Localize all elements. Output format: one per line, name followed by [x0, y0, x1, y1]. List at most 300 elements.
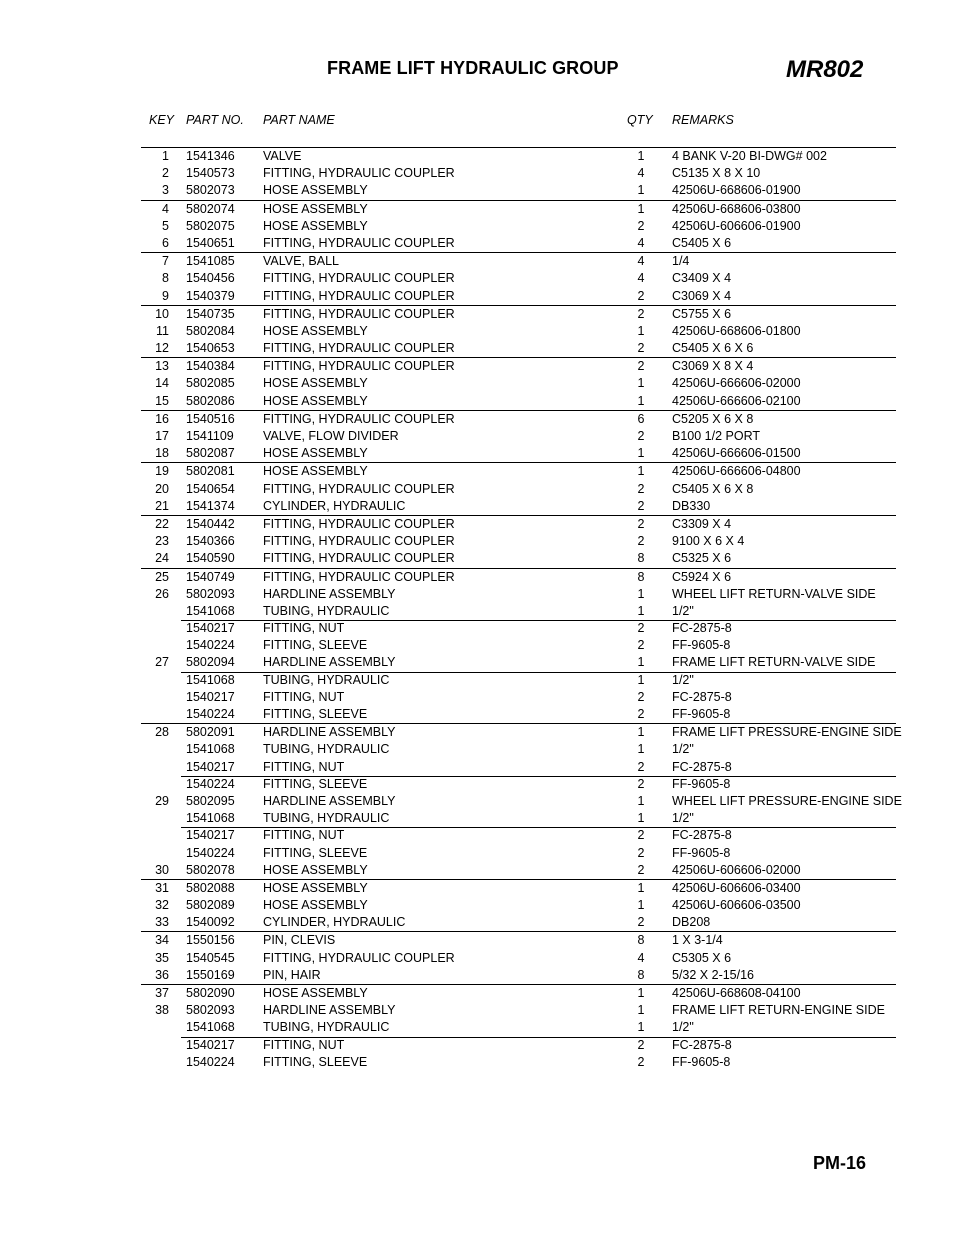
cell-key: 9: [162, 288, 169, 303]
table-row: [141, 603, 896, 620]
cell-remarks: FC-2875-8: [672, 1037, 732, 1052]
table-row: [141, 689, 896, 706]
table-row: [141, 340, 896, 357]
cell-qty: 4: [637, 254, 645, 269]
table-row: [141, 533, 896, 550]
cell-part-name: HOSE ASSEMBLY: [263, 201, 368, 216]
header-key: KEY: [149, 113, 175, 127]
cell-part-name: FITTING, SLEEVE: [263, 638, 368, 653]
cell-remarks: C5755 X 6: [672, 306, 732, 321]
cell-part-no: 1540217: [186, 689, 235, 704]
cell-part-no: 1540545: [186, 950, 235, 965]
cell-qty: 1: [637, 183, 645, 198]
cell-part-name: HOSE ASSEMBLY: [263, 446, 368, 461]
cell-part-name: PIN, HAIR: [263, 967, 321, 982]
model-number: MR802: [786, 56, 864, 83]
cell-part-name: HARDLINE ASSEMBLY: [263, 725, 396, 740]
cell-remarks: FC-2875-8: [672, 621, 732, 636]
cell-qty: 1: [637, 446, 645, 461]
cell-remarks: FC-2875-8: [672, 689, 732, 704]
cell-part-no: 5802087: [186, 446, 235, 461]
cell-part-name: FITTING, SLEEVE: [263, 707, 368, 721]
cell-qty: 1: [637, 793, 645, 808]
cell-part-name: HOSE ASSEMBLY: [263, 986, 368, 1000]
cell-qty: 4: [637, 950, 645, 965]
cell-remarks: DB330: [672, 498, 711, 513]
cell-remarks: C5305 X 6: [672, 950, 732, 965]
table-row: [141, 252, 896, 270]
cell-remarks: 42506U-668606-03800: [672, 201, 801, 216]
cell-qty: 1: [637, 393, 645, 408]
cell-part-no: 5802089: [186, 898, 235, 913]
cell-qty: 2: [637, 621, 645, 636]
cell-qty: 2: [637, 828, 645, 843]
cell-remarks: 4 BANK V-20 BI-DWG# 002: [672, 149, 827, 163]
cell-key: 3: [162, 183, 169, 198]
table-row: [141, 967, 896, 984]
cell-part-no: 5802085: [186, 376, 235, 391]
cell-qty: 2: [637, 1037, 645, 1052]
cell-qty: 2: [637, 481, 645, 496]
cell-part-name: FITTING, HYDRAULIC COUPLER: [263, 516, 455, 531]
cell-part-no: 1541068: [186, 742, 235, 757]
cell-part-no: 1540735: [186, 306, 235, 321]
cell-part-name: FITTING, SLEEVE: [263, 845, 368, 860]
table-row: [141, 357, 896, 375]
cell-remarks: 42506U-668608-04100: [672, 986, 801, 1000]
cell-part-name: FITTING, HYDRAULIC COUPLER: [263, 359, 455, 374]
cell-remarks: FRAME LIFT PRESSURE-ENGINE SIDE: [672, 725, 902, 740]
cell-part-no: 1540217: [186, 621, 235, 636]
cell-part-name: VALVE, FLOW DIVIDER: [263, 429, 399, 443]
cell-part-name: FITTING, NUT: [263, 689, 345, 704]
cell-part-name: FITTING, HYDRAULIC COUPLER: [263, 306, 455, 321]
table-row: [141, 375, 896, 392]
cell-key: 25: [155, 569, 169, 584]
cell-part-name: FITTING, HYDRAULIC COUPLER: [263, 551, 455, 566]
cell-key: 10: [155, 306, 169, 321]
cell-part-name: HOSE ASSEMBLY: [263, 393, 368, 408]
cell-part-name: FITTING, SLEEVE: [263, 776, 368, 791]
cell-part-no: 5802093: [186, 1003, 235, 1018]
cell-qty: 2: [637, 218, 645, 233]
cell-part-name: TUBING, HYDRAULIC: [263, 603, 390, 618]
cell-key: 2: [162, 166, 169, 181]
cell-qty: 2: [637, 845, 645, 860]
header-qty: QTY: [627, 113, 653, 127]
cell-part-name: HARDLINE ASSEMBLY: [263, 1003, 396, 1018]
table-row: [141, 182, 896, 199]
cell-part-no: 1541374: [186, 498, 235, 513]
cell-remarks: FRAME LIFT RETURN-VALVE SIDE: [672, 655, 876, 670]
table-row: [141, 218, 896, 235]
cell-part-no: 5802094: [186, 655, 235, 670]
cell-key: 34: [155, 933, 169, 948]
cell-remarks: 1/4: [672, 254, 690, 269]
table-row: [141, 741, 896, 758]
cell-qty: 2: [637, 707, 645, 721]
cell-key: 15: [155, 393, 169, 408]
table-row: [141, 498, 896, 515]
cell-key: 20: [155, 481, 169, 496]
cell-part-no: 1540224: [186, 776, 235, 791]
table-row: [141, 1019, 896, 1036]
cell-part-no: 1541068: [186, 1020, 235, 1035]
cell-key: 17: [155, 429, 169, 443]
cell-qty: 1: [637, 672, 645, 687]
cell-part-no: 5802090: [186, 986, 235, 1000]
cell-qty: 1: [637, 655, 645, 670]
cell-part-no: 1540442: [186, 516, 235, 531]
cell-part-no: 1550156: [186, 933, 235, 948]
cell-qty: 8: [637, 933, 645, 948]
table-row: [141, 879, 896, 897]
cell-qty: 1: [637, 376, 645, 391]
cell-qty: 8: [637, 569, 645, 584]
cell-remarks: 42506U-668606-01800: [672, 323, 801, 338]
cell-key: 14: [155, 376, 169, 391]
cell-qty: 2: [637, 359, 645, 374]
cell-part-no: 1540379: [186, 288, 235, 303]
table-row: [141, 620, 896, 637]
cell-key: 27: [155, 655, 169, 670]
cell-qty: 2: [637, 498, 645, 513]
cell-remarks: 1/2": [672, 742, 694, 757]
parts-table: [141, 147, 902, 1071]
header-part-no: PART NO.: [186, 113, 244, 127]
cell-part-no: 1540224: [186, 845, 235, 860]
cell-part-no: 1540456: [186, 271, 235, 286]
table-row: [141, 445, 896, 462]
cell-part-name: VALVE: [263, 149, 302, 163]
cell-part-no: 1541068: [186, 672, 235, 687]
cell-remarks: FF-9605-8: [672, 776, 731, 791]
cell-part-name: FITTING, HYDRAULIC COUPLER: [263, 411, 455, 426]
header-remarks: REMARKS: [672, 113, 734, 127]
cell-key: 29: [155, 793, 169, 808]
cell-remarks: 1/2": [672, 603, 694, 618]
table-row: [141, 1037, 896, 1054]
cell-part-name: FITTING, HYDRAULIC COUPLER: [263, 481, 455, 496]
cell-part-no: 5802078: [186, 862, 235, 877]
cell-qty: 2: [637, 429, 645, 443]
cell-remarks: C5405 X 6 X 8: [672, 481, 754, 496]
cell-part-no: 5802074: [186, 201, 235, 216]
cell-part-no: 1541346: [186, 149, 235, 163]
cell-remarks: C5135 X 8 X 10: [672, 166, 761, 181]
table-row: [141, 288, 896, 305]
cell-part-name: PIN, CLEVIS: [263, 933, 336, 948]
cell-remarks: FC-2875-8: [672, 759, 732, 774]
cell-qty: 1: [637, 880, 645, 895]
cell-qty: 1: [637, 1020, 645, 1035]
cell-part-no: 5802081: [186, 464, 235, 479]
table-row: [141, 723, 902, 741]
cell-part-name: FITTING, NUT: [263, 759, 345, 774]
cell-qty: 4: [637, 166, 645, 181]
cell-key: 35: [155, 950, 169, 965]
cell-qty: 1: [637, 811, 645, 826]
cell-qty: 8: [637, 967, 645, 982]
cell-qty: 1: [637, 586, 645, 601]
page-number: PM-16: [813, 1153, 867, 1173]
cell-part-no: 5802088: [186, 880, 235, 895]
cell-part-no: 1541068: [186, 811, 235, 826]
table-row: [141, 950, 896, 967]
cell-key: 8: [162, 271, 169, 286]
page-title: FRAME LIFT HYDRAULIC GROUP: [327, 58, 619, 78]
cell-part-no: 1540217: [186, 1037, 235, 1052]
table-row: [141, 165, 896, 182]
cell-key: 19: [155, 464, 169, 479]
cell-part-no: 5802086: [186, 393, 235, 408]
cell-part-name: HARDLINE ASSEMBLY: [263, 655, 396, 670]
cell-remarks: FC-2875-8: [672, 828, 732, 843]
cell-qty: 1: [637, 201, 645, 216]
cell-key: 30: [155, 862, 169, 877]
cell-key: 18: [155, 446, 169, 461]
cell-remarks: FF-9605-8: [672, 845, 731, 860]
cell-part-name: FITTING, HYDRAULIC COUPLER: [263, 569, 455, 584]
cell-part-name: FITTING, SLEEVE: [263, 1054, 368, 1069]
cell-qty: 2: [637, 1054, 645, 1069]
cell-remarks: 42506U-668606-01900: [672, 183, 801, 198]
cell-remarks: 42506U-606606-03400: [672, 880, 801, 895]
cell-remarks: 5/32 X 2-15/16: [672, 967, 755, 982]
cell-key: 12: [155, 341, 169, 356]
cell-part-name: CYLINDER, HYDRAULIC: [263, 498, 406, 513]
cell-part-no: 1540092: [186, 915, 235, 930]
cell-remarks: C3069 X 4: [672, 288, 732, 303]
cell-qty: 2: [637, 862, 645, 877]
table-row: [141, 235, 896, 252]
cell-part-no: 1541068: [186, 603, 235, 618]
cell-remarks: 42506U-666606-02100: [672, 393, 801, 408]
cell-part-name: CYLINDER, HYDRAULIC: [263, 915, 406, 930]
cell-key: 32: [155, 898, 169, 913]
cell-remarks: DB208: [672, 915, 711, 930]
cell-remarks: C5924 X 6: [672, 569, 732, 584]
cell-part-name: TUBING, HYDRAULIC: [263, 742, 390, 757]
cell-part-name: FITTING, NUT: [263, 621, 345, 636]
table-row: [141, 1054, 896, 1071]
cell-key: 28: [155, 725, 169, 740]
cell-key: 16: [155, 411, 169, 426]
cell-part-name: FITTING, HYDRAULIC COUPLER: [263, 950, 455, 965]
cell-remarks: WHEEL LIFT PRESSURE-ENGINE SIDE: [672, 793, 902, 808]
header-part-name: PART NAME: [263, 113, 335, 127]
cell-part-no: 1550169: [186, 967, 235, 982]
table-row: [141, 515, 896, 533]
cell-part-name: FITTING, NUT: [263, 1037, 345, 1052]
cell-key: 5: [162, 218, 169, 233]
table-row: [141, 759, 896, 776]
cell-remarks: 42506U-666606-04800: [672, 464, 801, 479]
cell-remarks: C3069 X 8 X 4: [672, 359, 754, 374]
cell-qty: 1: [637, 742, 645, 757]
cell-remarks: 1 X 3-1/4: [672, 933, 723, 948]
cell-part-no: 1540516: [186, 411, 235, 426]
cell-part-no: 1540749: [186, 569, 235, 584]
table-row: [141, 845, 896, 862]
cell-key: 22: [155, 516, 169, 531]
cell-part-name: HOSE ASSEMBLY: [263, 218, 368, 233]
cell-part-no: 1540653: [186, 341, 235, 356]
table-row: [141, 323, 896, 340]
cell-part-name: HOSE ASSEMBLY: [263, 880, 368, 895]
cell-part-no: 1540573: [186, 166, 235, 181]
cell-key: 1: [162, 149, 169, 163]
cell-part-no: 5802093: [186, 586, 235, 601]
cell-key: 31: [155, 880, 169, 895]
table-row: [141, 827, 896, 844]
cell-qty: 1: [637, 149, 645, 163]
cell-remarks: 42506U-666606-02000: [672, 376, 801, 391]
cell-part-no: 1540224: [186, 638, 235, 653]
cell-part-name: FITTING, HYDRAULIC COUPLER: [263, 534, 455, 549]
table-row: [141, 305, 896, 323]
cell-part-no: 5802084: [186, 323, 235, 338]
cell-key: 23: [155, 534, 169, 549]
cell-remarks: B100 1/2 PORT: [672, 429, 761, 443]
table-header: [0, 113, 954, 129]
table-row: [141, 810, 896, 827]
cell-key: 33: [155, 915, 169, 930]
cell-part-name: HOSE ASSEMBLY: [263, 464, 368, 479]
cell-part-name: HOSE ASSEMBLY: [263, 376, 368, 391]
cell-qty: 2: [637, 288, 645, 303]
cell-qty: 1: [637, 1003, 645, 1018]
table-row: [141, 428, 896, 445]
cell-remarks: FF-9605-8: [672, 638, 731, 653]
cell-qty: 1: [637, 898, 645, 913]
table-row: [141, 672, 896, 689]
cell-part-no: 1540224: [186, 1054, 235, 1069]
cell-part-no: 5802091: [186, 725, 235, 740]
cell-qty: 2: [637, 915, 645, 930]
cell-remarks: 42506U-606606-02000: [672, 862, 801, 877]
cell-qty: 2: [637, 341, 645, 356]
cell-key: 6: [162, 235, 169, 250]
cell-remarks: 1/2": [672, 811, 694, 826]
cell-remarks: C5405 X 6 X 6: [672, 341, 754, 356]
cell-part-no: 1540654: [186, 481, 235, 496]
cell-part-no: 1540651: [186, 235, 235, 250]
cell-part-no: 1540217: [186, 759, 235, 774]
cell-part-name: TUBING, HYDRAULIC: [263, 672, 390, 687]
cell-part-name: HARDLINE ASSEMBLY: [263, 793, 396, 808]
cell-qty: 2: [637, 689, 645, 704]
table-row: [141, 481, 896, 498]
cell-key: 36: [155, 967, 169, 982]
table-row: [141, 410, 896, 428]
cell-remarks: C3409 X 4: [672, 271, 732, 286]
cell-part-name: FITTING, NUT: [263, 828, 345, 843]
table-row: [141, 586, 896, 603]
cell-qty: 2: [637, 306, 645, 321]
cell-key: 4: [162, 201, 169, 216]
cell-part-name: HARDLINE ASSEMBLY: [263, 586, 396, 601]
table-row: [141, 654, 896, 671]
cell-qty: 2: [637, 776, 645, 791]
cell-key: 24: [155, 551, 169, 566]
cell-key: 26: [155, 586, 169, 601]
cell-remarks: C5325 X 6: [672, 551, 732, 566]
cell-part-name: FITTING, HYDRAULIC COUPLER: [263, 288, 455, 303]
table-row: [141, 637, 896, 654]
cell-remarks: 1/2": [672, 672, 694, 687]
cell-part-no: 1541109: [186, 429, 234, 443]
cell-part-no: 5802073: [186, 183, 235, 198]
cell-part-no: 1541085: [186, 254, 235, 269]
table-row: [141, 393, 896, 410]
cell-remarks: 42506U-606606-03500: [672, 898, 801, 913]
table-row: [141, 862, 896, 879]
cell-part-name: HOSE ASSEMBLY: [263, 323, 368, 338]
cell-remarks: 9100 X 6 X 4: [672, 534, 745, 549]
cell-qty: 1: [637, 986, 645, 1000]
cell-qty: 1: [637, 603, 645, 618]
cell-qty: 6: [637, 411, 645, 426]
cell-qty: 1: [637, 323, 645, 338]
cell-remarks: FF-9605-8: [672, 1054, 731, 1069]
cell-part-name: FITTING, HYDRAULIC COUPLER: [263, 341, 455, 356]
cell-qty: 8: [637, 551, 645, 566]
cell-part-no: 5802075: [186, 218, 235, 233]
cell-key: 38: [155, 1003, 169, 1018]
cell-qty: 1: [637, 464, 645, 479]
cell-part-no: 1540217: [186, 828, 235, 843]
cell-part-name: TUBING, HYDRAULIC: [263, 811, 390, 826]
cell-part-name: HOSE ASSEMBLY: [263, 862, 368, 877]
cell-remarks: C3309 X 4: [672, 516, 732, 531]
cell-qty: 4: [637, 235, 645, 250]
cell-part-name: VALVE, BALL: [263, 254, 339, 269]
table-row: [141, 200, 896, 218]
table-row: [141, 1002, 896, 1019]
cell-qty: 2: [637, 534, 645, 549]
cell-qty: 4: [637, 271, 645, 286]
cell-remarks: WHEEL LIFT RETURN-VALVE SIDE: [672, 586, 876, 601]
cell-part-name: FITTING, HYDRAULIC COUPLER: [263, 166, 455, 181]
cell-remarks: 1/2": [672, 1020, 694, 1035]
table-row: [141, 568, 896, 586]
cell-remarks: FF-9605-8: [672, 707, 731, 721]
cell-qty: 2: [637, 516, 645, 531]
table-row: [141, 550, 896, 567]
cell-part-name: HOSE ASSEMBLY: [263, 183, 368, 198]
cell-part-name: FITTING, HYDRAULIC COUPLER: [263, 235, 455, 250]
cell-remarks: FRAME LIFT RETURN-ENGINE SIDE: [672, 1003, 885, 1018]
table-row: [141, 793, 902, 810]
cell-part-no: 1540590: [186, 551, 235, 566]
table-row: [141, 984, 896, 1002]
cell-qty: 2: [637, 759, 645, 774]
cell-part-name: TUBING, HYDRAULIC: [263, 1020, 390, 1035]
table-row: [141, 914, 896, 931]
table-row: [141, 706, 896, 723]
cell-key: 11: [156, 323, 169, 338]
cell-part-name: HOSE ASSEMBLY: [263, 898, 368, 913]
table-row: [141, 776, 896, 793]
cell-remarks: C5205 X 6 X 8: [672, 411, 754, 426]
cell-key: 13: [155, 359, 169, 374]
cell-part-name: FITTING, HYDRAULIC COUPLER: [263, 271, 455, 286]
cell-part-no: 1540224: [186, 707, 235, 721]
table-row: [141, 931, 896, 949]
cell-key: 21: [155, 498, 169, 513]
cell-key: 37: [155, 986, 169, 1000]
